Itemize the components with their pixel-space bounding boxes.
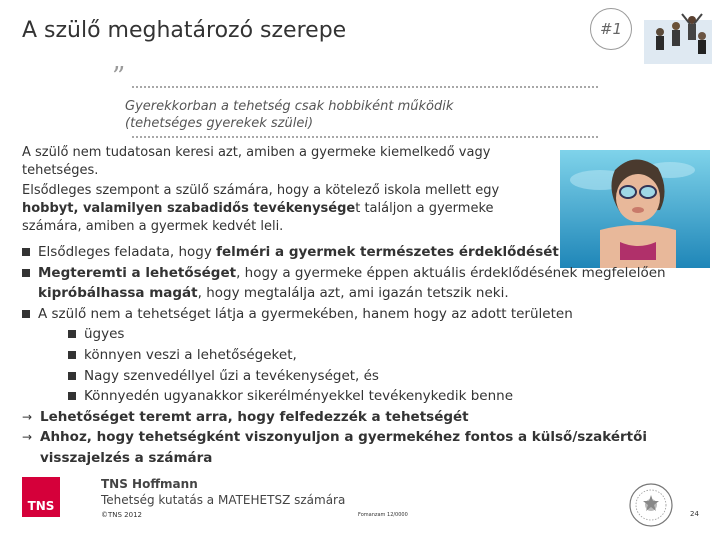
paragraph-2: Elsődleges szempont a szülő számára, hogy a kötelező iskola mellett egy hobbyt, valamilyen szabadidős tevékenységet találjon a gyermeke számára, amiben a gyermek kedvét leli. [22, 183, 500, 234]
seal-logo [628, 482, 674, 528]
arrow-right-icon: → [22, 430, 33, 445]
sub-list-item: Könnyedén ugyanakkor sikerélményekkel tevékenykedik benne [22, 386, 712, 407]
footer-copyright: ©TNS 2012 [101, 511, 142, 519]
bullet-square-icon [68, 392, 76, 400]
bullet-list [22, 242, 712, 469]
page-title: A szülő meghatározó szerepe [22, 18, 347, 43]
bullet-square-icon [68, 330, 76, 338]
sub-list-item: ügyes [22, 324, 712, 345]
list-item: A szülő nem a tehetséget látja a gyermekében, hanem hogy az adott területen [22, 304, 712, 325]
quote-divider-bottom [132, 136, 598, 138]
quote-line-1: Gyerekkorban a tehetség csak hobbiként működik [125, 99, 454, 114]
bullet-square-icon [68, 372, 76, 380]
quote-line-2: (tehetséges gyerekek szülei) [125, 116, 314, 131]
slide-number-badge: #1 [590, 8, 632, 50]
paragraph-1: A szülő nem tudatosan keresi azt, amiben a gyermeke kiemelkedő vagy tehetséges. [22, 145, 491, 178]
footer-subtitle: Tehetség kutatás a MATEHETSZ számára [101, 493, 346, 507]
arrow-right-icon: → [22, 409, 33, 424]
quote-divider-top [132, 86, 598, 88]
arrow-item: → Lehetőséget teremt arra, hogy felfedezzék a tehetségét [22, 407, 712, 428]
sub-list-item: Nagy szenvedéllyel űzi a tevékenységet, és [22, 366, 712, 387]
list-item: Elsődleges feladata, hogy felméri a gyermek természetes érdeklődését [22, 242, 712, 263]
list-item: Megteremti a lehetőséget, hogy a gyermeke éppen aktuális érdeklődésének megfelelően kipróbálhassa magát, hogy megtalálja azt, ami igazán tetszik neki. [22, 263, 712, 304]
quote-mark: ” [112, 62, 126, 92]
bullet-square-icon [68, 351, 76, 359]
tns-logo: TNS [22, 477, 60, 517]
team-jump-photo [642, 6, 714, 68]
bullet-square-icon [22, 248, 30, 256]
page-number: 24 [690, 510, 699, 518]
sub-list-item: könnyen veszi a lehetőségeket, [22, 345, 712, 366]
footer-company: TNS Hoffmann [101, 477, 198, 491]
footer-job-number: Fomanzam 12/0000 [358, 512, 408, 518]
arrow-item: → Ahhoz, hogy tehetségként viszonyuljon a gyermekéhez fontos a külső/szakértői visszajelzés a számára [22, 429, 648, 466]
bullet-square-icon [22, 310, 30, 318]
bullet-square-icon [22, 269, 30, 277]
quote-block [125, 98, 453, 132]
